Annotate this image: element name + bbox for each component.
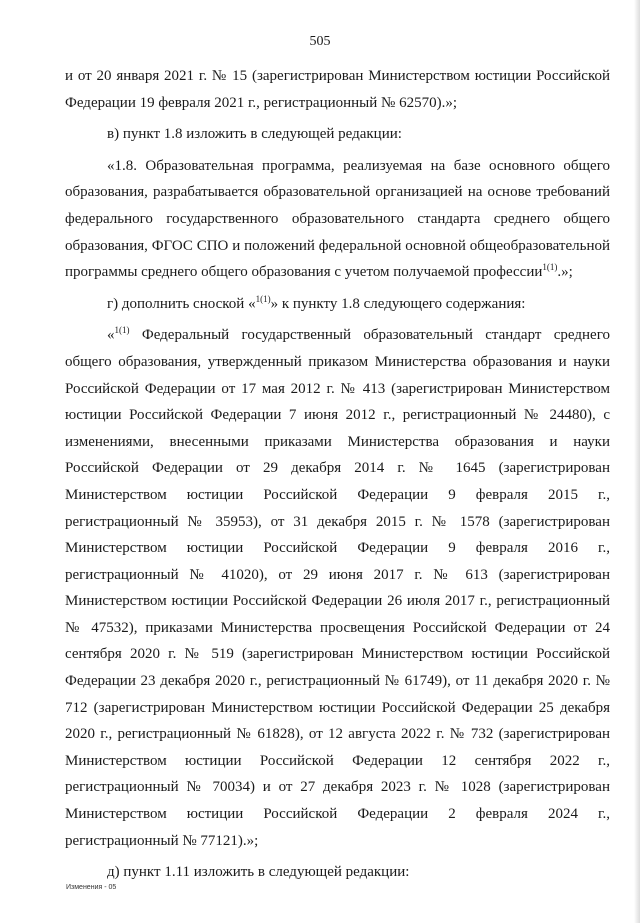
scan-edge-shadow xyxy=(634,0,640,923)
paragraph xyxy=(65,859,610,886)
document-body xyxy=(65,63,610,891)
paragraph-text: д) пункт 1.11 изложить в следующей редакции: xyxy=(107,864,410,881)
paragraph-text: в) пункт 1.8 изложить в следующей редакции: xyxy=(107,126,402,143)
paragraph-text: « xyxy=(107,327,115,344)
footnote-marker: 1(1) xyxy=(255,293,271,304)
paragraph-text: .»; xyxy=(557,264,573,281)
footnote-marker: 1(1) xyxy=(114,325,130,336)
footnote-marker: 1(1) xyxy=(542,262,558,273)
paragraph-text: г) дополнить сноской « xyxy=(107,295,256,312)
footer-code: Изменения - 05 xyxy=(66,884,117,891)
paragraph xyxy=(65,153,610,286)
paragraph xyxy=(65,63,610,116)
page-number: 505 xyxy=(309,34,331,49)
paragraph xyxy=(65,322,610,854)
paragraph-text: Федеральный государственный образовательный стандарт среднего общего образования, утвержденный приказом Министерства образования и науки Российской Федерации от 17 мая 2012 г. № 413 (зарегистрирован Министерством юстиции Российской Федерации 7 июня 2012 г., регистрационный № 24480), с изменениями, внесенными приказами Министерства образования и науки Российской Федерации от 29 декабря 2014 г. № 1645 (зарегистрирован Министерством юстиции Российской Федерации 9 февраля 2015 г., регистрационный № 35953), от 31 декабря 2015 г. № 1578 (зарегистрирован Министерством юстиции Российской Федерации 9 февраля 2016 г., регистрационный № 41020), от 29 июня 2017 г. № 613 (зарегистрирован Министерством юстиции Российской Федерации 26 июля 2017 г., регистрационный № 47532), приказами Министерства просвещения Российской Федерации от 24 сентября 2020 г. № 519 (зарегистрирован Министерством юстиции Российской Федерации 23 декабря 2020 г., регистрационный № 61749), от 11 декабря 2020 г. № 712 (зарегистрирован Министерством юстиции Российской Федерации 25 декабря 2020 г., регистрационный № 61828), от 12 августа 2022 г. № 732 (зарегистрирован Министерством юстиции Российской Федерации 12 сентября 2022 г., регистрационный № 70034) и от 27 декабря 2023 г. № 1028 (зарегистрирован Министерством юстиции Российской Федерации 2 февраля 2024 г., регистрационный № 77121).»; xyxy=(65,327,610,849)
paragraph-text: и от 20 января 2021 г. № 15 (зарегистрирован Министерством юстиции Российской Федерации 19 февраля 2021 г., регистрационный № 62570).»; xyxy=(65,68,610,111)
paragraph xyxy=(65,121,610,148)
paragraph-text: » к пункту 1.8 следующего содержания: xyxy=(270,295,526,312)
paragraph xyxy=(65,291,610,318)
paragraph-text: «1.8. Образовательная программа, реализуемая на базе основного общего образования, разрабатывается образовательной организацией на основе требований федерального государственного образовательного стандарта среднего общего образования, ФГОС СПО и положений федеральной основной общеобразовательной программы среднего общего образования с учетом получаемой профессии xyxy=(65,157,610,281)
